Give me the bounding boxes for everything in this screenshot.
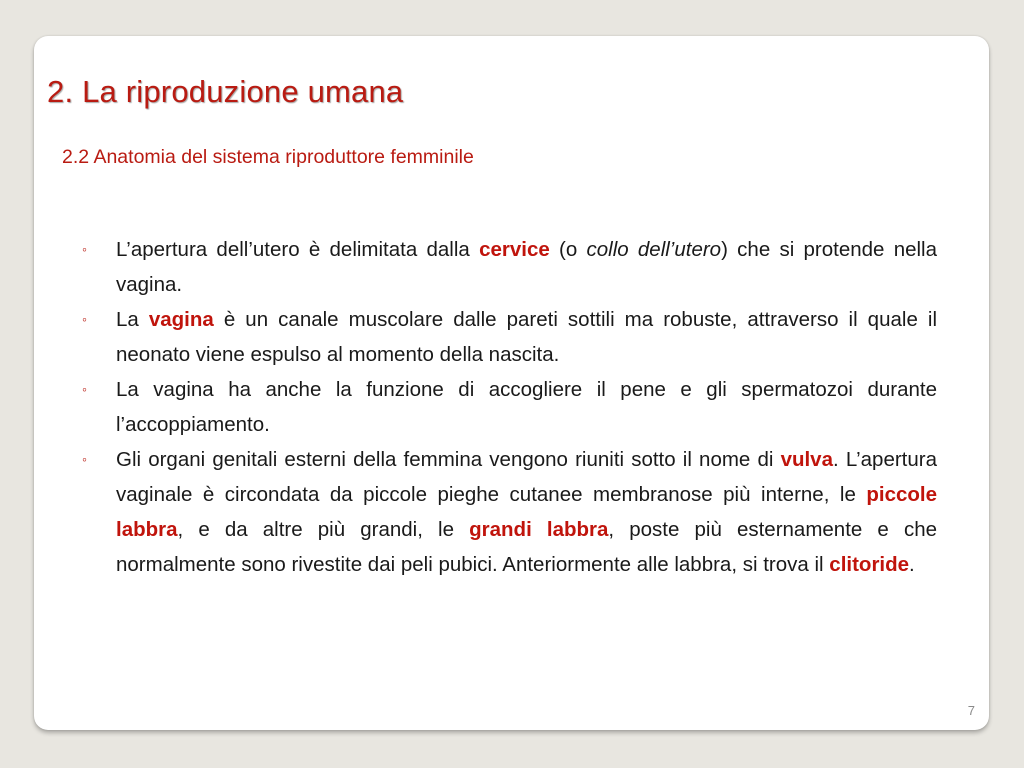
bullet-item [82, 442, 937, 582]
bullet-item [82, 372, 937, 442]
bullet-text: Gli organi genitali esterni della femmina vengono riuniti sotto il nome di [116, 448, 781, 471]
bullet-text: , e da altre più grandi, le [177, 518, 470, 541]
bullet-marker-icon: ◦ [82, 241, 87, 257]
italic-term: collo dell’utero [586, 238, 722, 261]
bullet-text: (o [549, 238, 587, 261]
slide-subtitle: 2.2 Anatomia del sistema riproduttore femminile [62, 146, 474, 168]
keyword-grandi-labbra: grandi labbra [469, 518, 609, 541]
bullet-marker-icon: ◦ [82, 381, 87, 397]
bullet-text: . L’apertura vaginale è circondata da piccole pieghe cutanee membranose più interne, le [116, 448, 937, 506]
bullet-list [82, 232, 937, 582]
slide-title: 2. La riproduzione umana [47, 74, 404, 109]
bullet-text: La vagina ha anche la funzione di accogliere il pene e gli spermatozoi durante l’accoppiamento. [116, 378, 937, 436]
keyword-piccole-labbra: piccole labbra [116, 483, 937, 541]
bullet-text: . [909, 553, 915, 576]
bullet-item [82, 302, 937, 372]
bullet-text: , poste più esternamente e che normalmente sono rivestite dai peli pubici. Anteriormente alle labbra, si trova il [116, 518, 937, 576]
slide [34, 36, 989, 730]
page-number: 7 [967, 703, 975, 718]
bullet-marker-icon: ◦ [82, 451, 87, 467]
bullet-text: è un canale muscolare dalle pareti sottili ma robuste, attraverso il quale il neonato viene espulso al momento della nascita. [116, 308, 938, 366]
keyword-vulva: vulva [780, 448, 833, 471]
bullet-text: ) che si protende nella vagina. [116, 238, 938, 296]
bullet-item [82, 232, 937, 302]
keyword-vagina: vagina [148, 308, 214, 331]
keyword-cervice: cervice [479, 238, 550, 261]
bullet-text: L’apertura dell’utero è delimitata dalla [116, 238, 480, 261]
bullet-marker-icon: ◦ [82, 311, 87, 327]
keyword-clitoride: clitoride [829, 553, 910, 576]
bullet-text: La [116, 308, 149, 331]
